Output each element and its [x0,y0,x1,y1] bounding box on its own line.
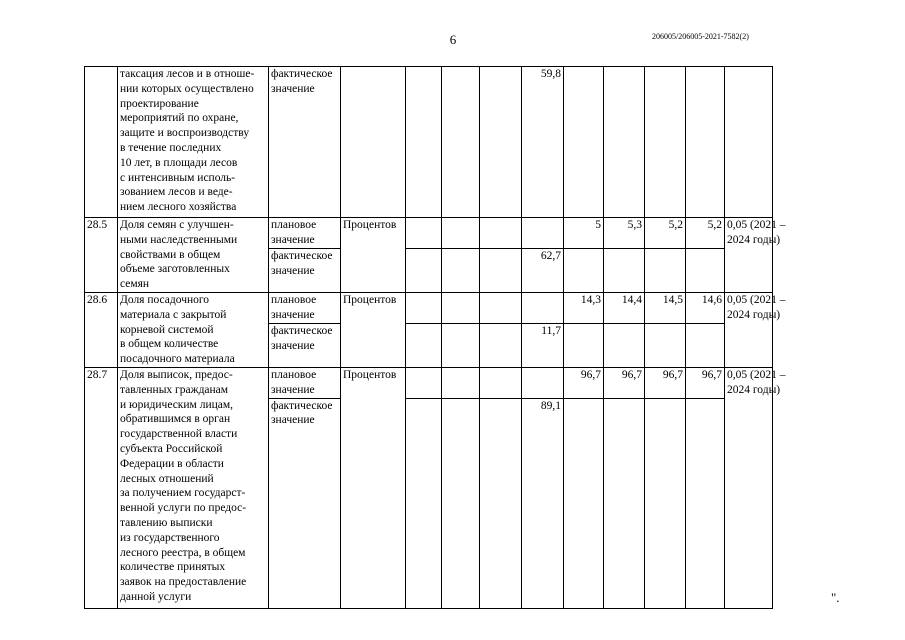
plan-value: 96,7 [686,367,725,398]
value-type-label: плановое значение [269,367,341,398]
fact-value: 62,7 [522,248,564,292]
table-row [85,218,773,249]
fact-value: 59,8 [522,67,564,218]
table-row [85,367,773,398]
unit-cell: Процентов [341,292,406,367]
row-number: 28.6 [85,292,118,367]
unit-cell [341,67,406,218]
plan-value: 14,5 [645,292,686,323]
row-number: 28.7 [85,367,118,608]
indicator-name: Доля посадочного материала с закрытой корневой системой в общем количестве посадочного материала [118,292,269,367]
table-row [85,292,773,323]
indicators-table [84,66,786,609]
value-type-label: фактическое значение [269,398,341,608]
fact-value: 89,1 [522,398,564,608]
value-type-label: плановое значение [269,292,341,323]
indicator-name: Доля выписок, предос- тавленных гражданам и юридическим лицам, обратившимся в орган государственной власти субъекта Российской Федерации в области лесных отношений за получением государст- венной услуги по предос- тавлению выписки из государственного лесного реестра, в общем количестве принятых заявок на предоставление данной услуги [118,367,269,608]
page-number: 6 [449,32,457,47]
plan-value: 96,7 [645,367,686,398]
document-id: 206005/206005-2021-7582(2) [652,32,749,41]
value-type-label: фактическое значение [269,67,341,218]
plan-value: 5,2 [686,218,725,249]
row-number [85,67,118,218]
unit-cell: Процентов [341,218,406,293]
fact-value: 11,7 [522,323,564,367]
value-type-label: плановое значение [269,218,341,249]
plan-value: 5,3 [604,218,645,249]
note-cell: 0,05 (2021 – 2024 годы) [725,367,773,608]
value-type-label: фактическое значение [269,248,341,292]
table-row [85,67,773,218]
plan-value: 5 [564,218,604,249]
note-cell: 0,05 (2021 – 2024 годы) [725,292,773,367]
row-number: 28.5 [85,218,118,293]
plan-value: 14,6 [686,292,725,323]
plan-value: 5,2 [645,218,686,249]
note-cell [725,67,773,218]
plan-value: 96,7 [604,367,645,398]
unit-cell: Процентов [341,367,406,608]
plan-value: 96,7 [564,367,604,398]
indicator-name: таксация лесов и в отноше- нии которых осуществлено проектирование мероприятий по охране, защите и воспроизводству в течение последних 10 лет, в площади лесов с интенсивным исполь- зованием лесов и веде- нием лесного хозяйства [118,67,269,218]
indicator-name: Доля семян с улучшен- ными наследственными свойствами в общем объеме заготовленных семян [118,218,269,293]
value-type-label: фактическое значение [269,323,341,367]
plan-value: 14,4 [604,292,645,323]
closing-quote-mark: ". [831,590,840,605]
plan-value: 14,3 [564,292,604,323]
note-cell: 0,05 (2021 – 2024 годы) [725,218,773,293]
